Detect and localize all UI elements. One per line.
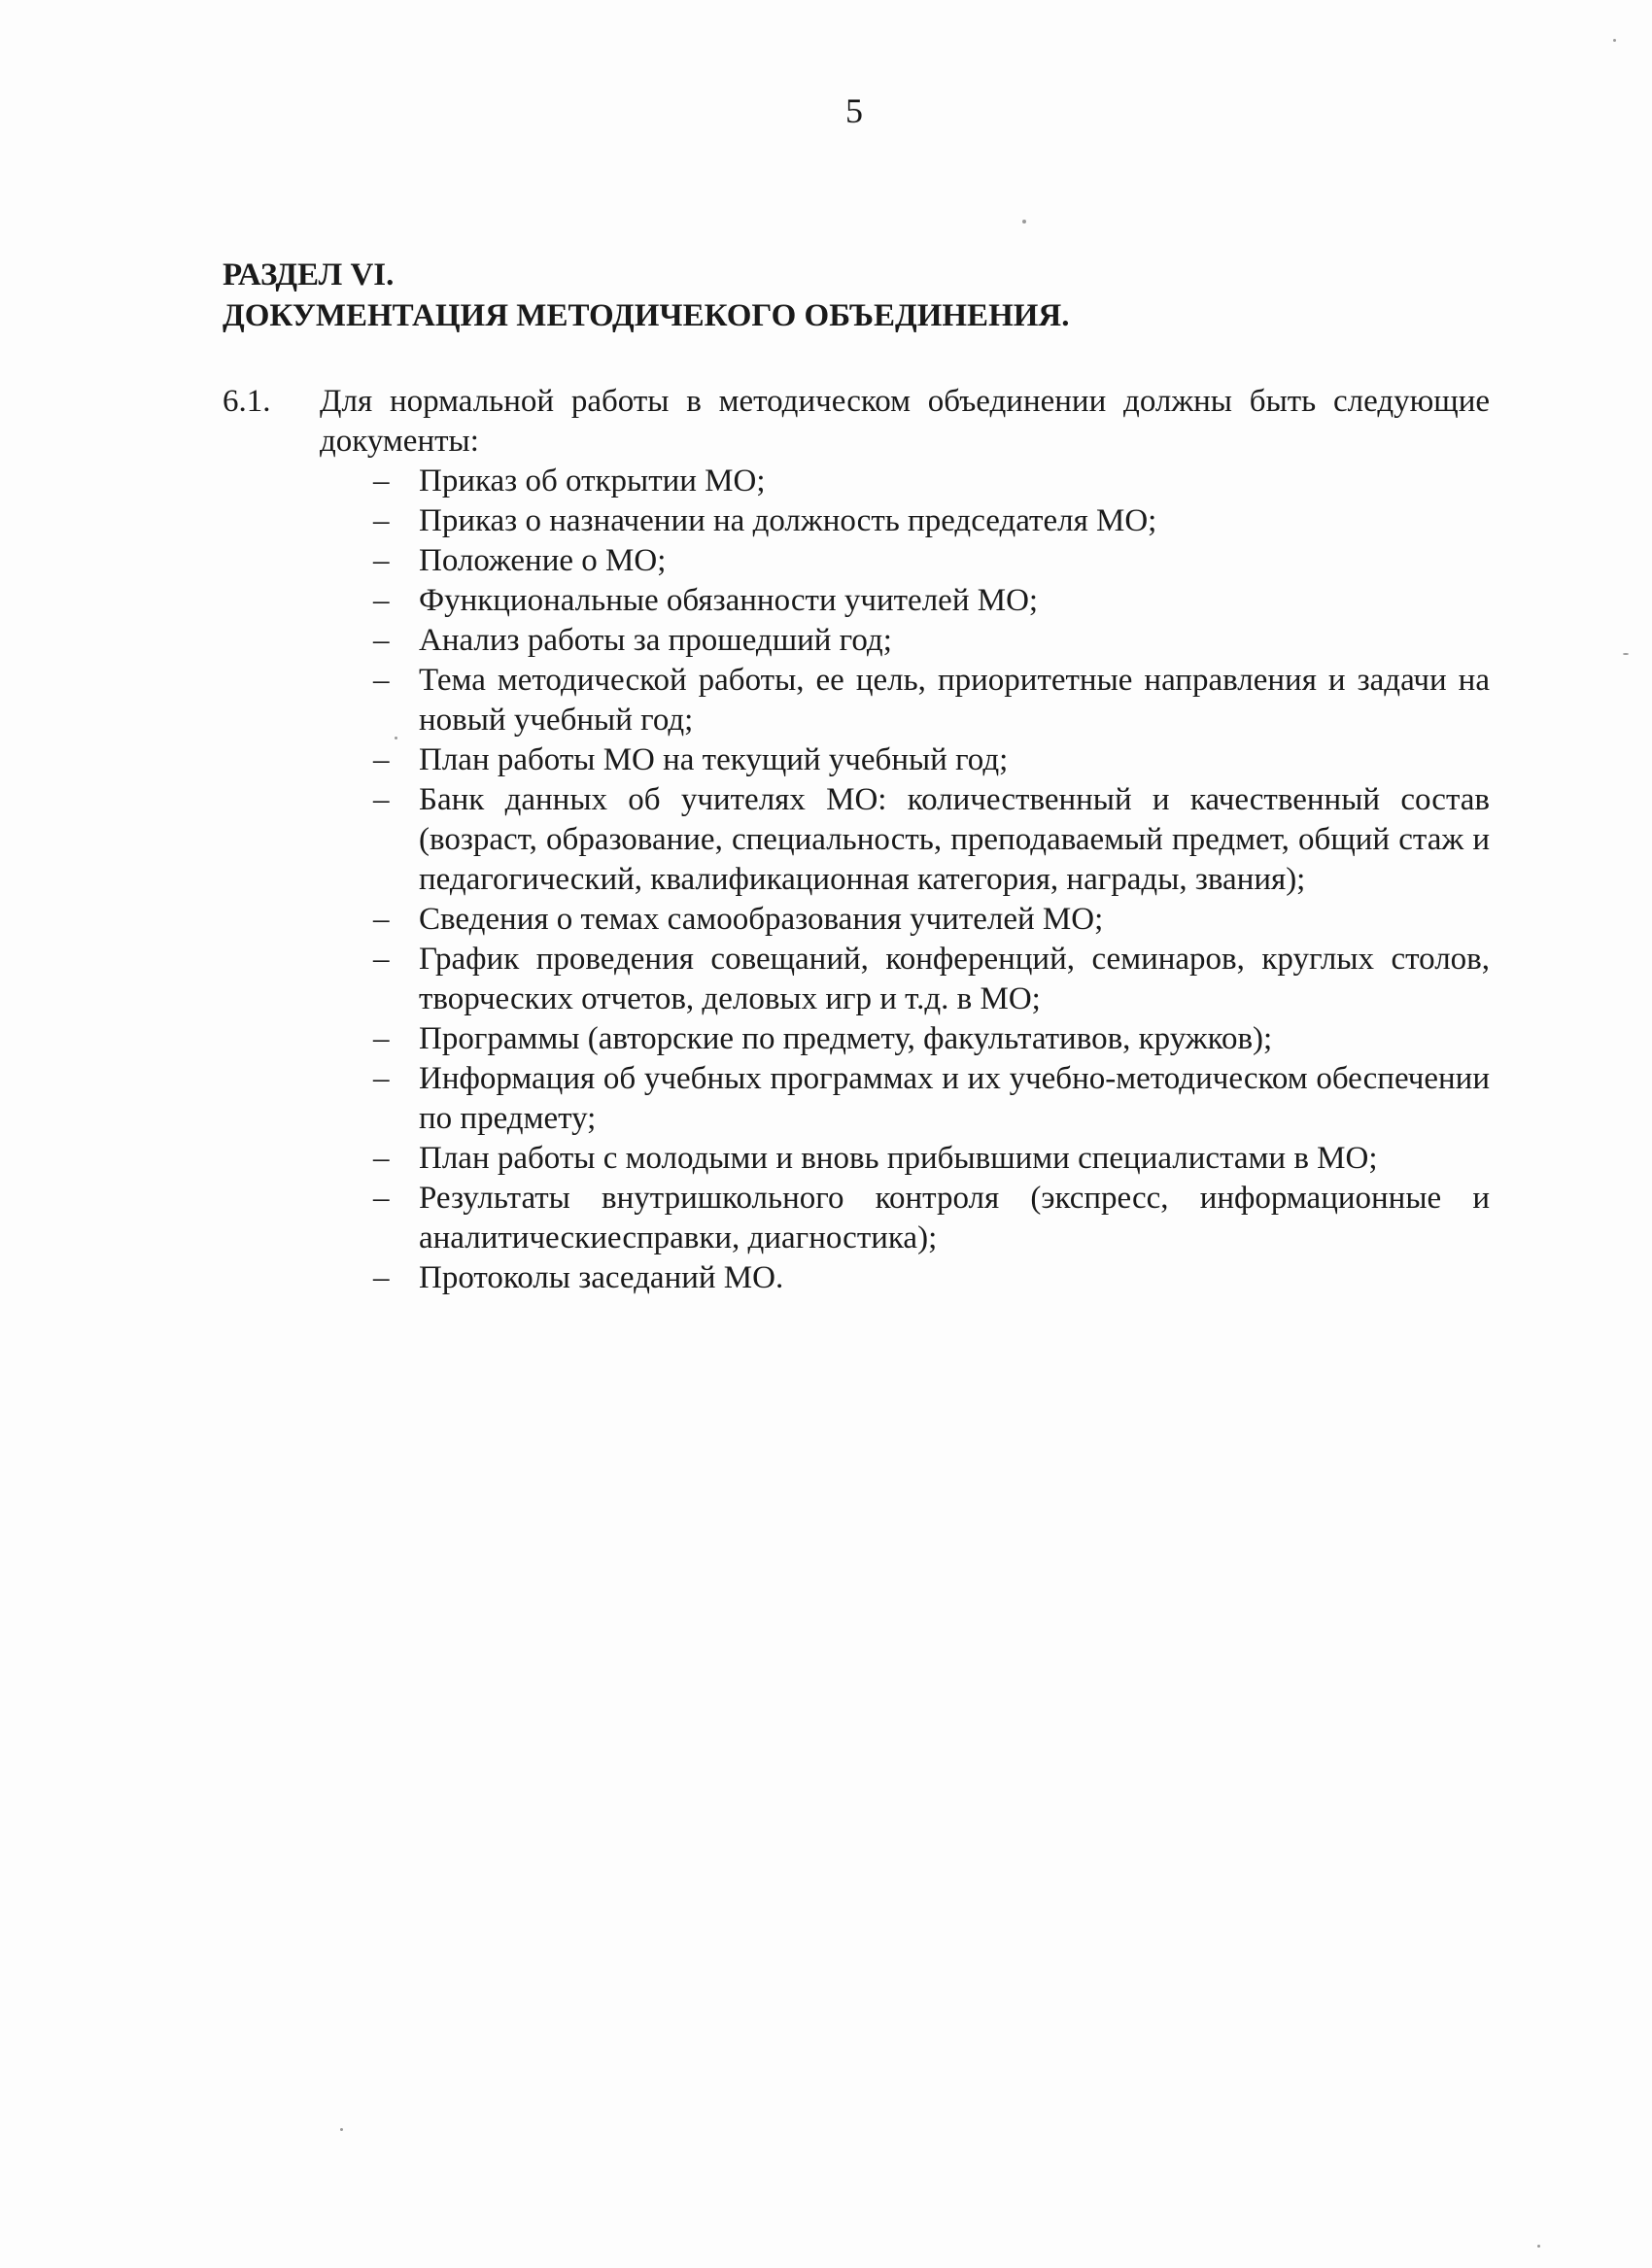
list-item [370,1059,1490,1139]
section-title-line-2: ДОКУМЕНТАЦИЯ МЕТОДИЧЕКОГО ОБЪЕДИНЕНИЯ. [223,298,1070,333]
list-item-text: Функциональные обязанности учителей МО; [419,583,1039,618]
list-item-text: Протоколы заседаний МО. [419,1260,784,1295]
scan-speck [1022,220,1026,223]
dash-bullet: – [373,1260,390,1295]
scan-speck [1623,653,1629,655]
list-item-text: План работы с молодыми и вновь прибывшими специалистами в МО; [419,1141,1378,1176]
clause-6-1 [223,382,1490,1298]
list-item-text: Анализ работы за прошедший год; [419,623,892,658]
list-item [370,1258,1490,1298]
page-number: 5 [845,91,863,130]
list-item [370,621,1490,661]
list-item [370,1019,1490,1059]
required-documents-list [223,462,1490,1298]
list-item-text: Приказ о назначении на должность председателя МО; [419,503,1157,538]
list-item [370,581,1490,621]
dash-bullet: – [373,1181,390,1216]
clause-intro-row [223,382,1490,462]
section-heading [223,255,1486,336]
dash-bullet: – [373,583,390,618]
list-item [370,462,1490,501]
scan-speck [340,2128,343,2131]
dash-bullet: – [373,503,390,538]
clause-number: 6.1. [223,384,271,419]
list-item-text: Программы (авторские по предмету, факультативов, кружков); [419,1021,1273,1056]
dash-bullet: – [373,663,390,698]
dash-bullet: – [373,1141,390,1176]
dash-bullet: – [373,742,390,777]
list-item [370,900,1490,940]
list-item-text: Приказ об открытии МО; [419,464,766,498]
dash-bullet: – [373,902,390,937]
list-item [370,1179,1490,1258]
dash-bullet: – [373,464,390,498]
dash-bullet: – [373,942,390,977]
list-item-text: Сведения о темах самообразования учителей МО; [419,902,1104,937]
dash-bullet: – [373,1061,390,1096]
dash-bullet: – [373,1021,390,1056]
scan-speck [395,737,397,739]
list-item-text: План работы МО на текущий учебный год; [419,742,1009,777]
scan-speck [1613,39,1616,42]
list-item [370,501,1490,541]
section-title-line-1: РАЗДЕЛ VI. [223,258,395,292]
list-item [370,780,1490,900]
list-item-text: Положение о МО; [419,543,667,578]
list-item [370,541,1490,581]
list-item-text: Информация об учебных программах и их учебно-методическом обеспечении по предмету; [419,1061,1490,1136]
clause-intro: Для нормальной работы в методическом объединении должны быть следующие документы: [320,384,1490,459]
list-item [370,740,1490,780]
dash-bullet: – [373,782,390,817]
list-item [370,940,1490,1019]
dash-bullet: – [373,543,390,578]
list-item-text: Банк данных об учителях МО: количественный и качественный состав (возраст, образование, специальность, преподаваемый предмет, общий стаж и педагогический, квалификационная категория, награды, звания); [419,782,1490,897]
dash-bullet: – [373,623,390,658]
list-item-text: Тема методической работы, ее цель, приоритетные направления и задачи на новый учебный год; [419,663,1490,738]
list-item [370,1139,1490,1179]
scan-speck [1537,2245,1540,2248]
list-item-text: График проведения совещаний, конференций, семинаров, круглых столов, творческих отчетов, деловых игр и т.д. в МО; [419,942,1490,1016]
list-item [370,661,1490,740]
list-item-text: Результаты внутришкольного контроля (экспресс, информационные и аналитическиесправки, диагностика); [419,1181,1490,1255]
